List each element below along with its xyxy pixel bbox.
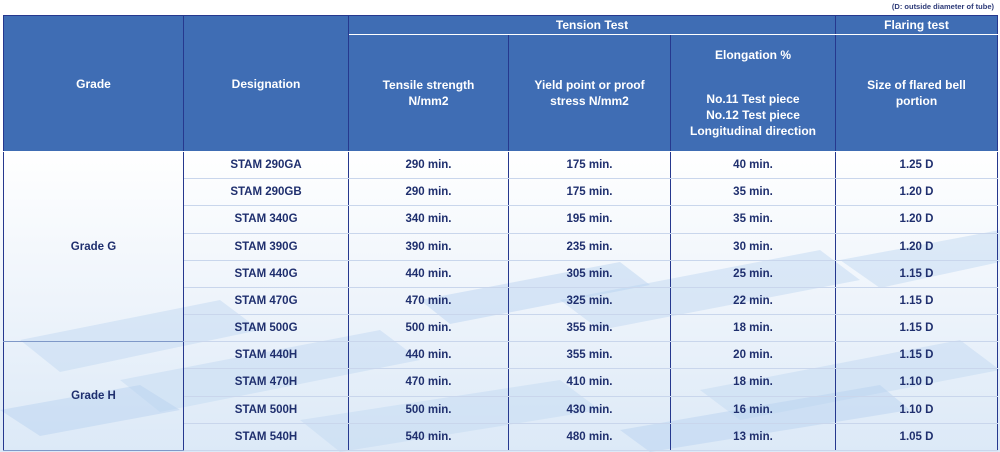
- table-row: [4, 152, 998, 179]
- header-tension-test: Tension Test: [349, 16, 836, 35]
- table-note: (D: outside diameter of tube): [891, 2, 994, 11]
- header-elongation-line3: Longitudinal direction: [690, 124, 816, 138]
- tensile-cell: 440 min.: [349, 342, 509, 369]
- designation-cell: STAM 540H: [184, 423, 349, 450]
- flaring-cell: 1.05 D: [836, 423, 998, 450]
- table-body: [4, 152, 998, 451]
- designation-cell: STAM 390G: [184, 233, 349, 260]
- yield-cell: 305 min.: [509, 260, 671, 287]
- tensile-cell: 470 min.: [349, 369, 509, 396]
- tensile-cell: 500 min.: [349, 315, 509, 342]
- header-elongation: [671, 35, 836, 152]
- elongation-cell: 35 min.: [671, 179, 836, 206]
- yield-cell: 235 min.: [509, 233, 671, 260]
- header-tensile-strength: [349, 35, 509, 152]
- yield-cell: 325 min.: [509, 287, 671, 314]
- header-elongation-line1: No.11 Test piece: [706, 92, 800, 106]
- elongation-cell: 25 min.: [671, 260, 836, 287]
- tensile-cell: 390 min.: [349, 233, 509, 260]
- yield-cell: 195 min.: [509, 206, 671, 233]
- tensile-cell: 340 min.: [349, 206, 509, 233]
- flaring-cell: 1.15 D: [836, 342, 998, 369]
- elongation-cell: 35 min.: [671, 206, 836, 233]
- flaring-cell: 1.15 D: [836, 287, 998, 314]
- header-flared-bell-line2: portion: [895, 94, 938, 108]
- tensile-cell: 290 min.: [349, 179, 509, 206]
- designation-cell: STAM 500H: [184, 396, 349, 423]
- yield-cell: 175 min.: [509, 179, 671, 206]
- designation-cell: STAM 470G: [184, 287, 349, 314]
- yield-cell: 430 min.: [509, 396, 671, 423]
- elongation-cell: 30 min.: [671, 233, 836, 260]
- elongation-cell: 18 min.: [671, 315, 836, 342]
- elongation-cell: 20 min.: [671, 342, 836, 369]
- header-yield-point-line2: stress N/mm2: [550, 94, 629, 108]
- designation-cell: STAM 290GB: [184, 179, 349, 206]
- flaring-cell: 1.15 D: [836, 315, 998, 342]
- elongation-cell: 40 min.: [671, 152, 836, 179]
- designation-cell: STAM 340G: [184, 206, 349, 233]
- tensile-cell: 440 min.: [349, 260, 509, 287]
- grade-cell: Grade H: [4, 342, 184, 451]
- designation-cell: STAM 440H: [184, 342, 349, 369]
- flaring-cell: 1.10 D: [836, 396, 998, 423]
- yield-cell: 175 min.: [509, 152, 671, 179]
- header-tensile-strength-line1: Tensile strength: [382, 78, 475, 92]
- yield-cell: 355 min.: [509, 315, 671, 342]
- flaring-cell: 1.10 D: [836, 369, 998, 396]
- tensile-cell: 470 min.: [349, 287, 509, 314]
- elongation-cell: 22 min.: [671, 287, 836, 314]
- elongation-cell: 13 min.: [671, 423, 836, 450]
- flaring-cell: 1.20 D: [836, 206, 998, 233]
- grade-cell: Grade G: [4, 152, 184, 342]
- designation-cell: STAM 290GA: [184, 152, 349, 179]
- yield-cell: 355 min.: [509, 342, 671, 369]
- designation-cell: STAM 500G: [184, 315, 349, 342]
- header-tensile-strength-line2: N/mm2: [408, 94, 449, 108]
- header-flared-bell-line1: Size of flared bell: [867, 78, 966, 92]
- header-flaring-test: Flaring test: [836, 16, 998, 35]
- header-designation: Designation: [184, 16, 349, 152]
- designation-cell: STAM 440G: [184, 260, 349, 287]
- header-elongation-title: Elongation %: [715, 48, 791, 62]
- flaring-cell: 1.25 D: [836, 152, 998, 179]
- elongation-cell: 16 min.: [671, 396, 836, 423]
- header-elongation-line2: No.12 Test piece: [706, 108, 800, 122]
- designation-cell: STAM 470H: [184, 369, 349, 396]
- tensile-cell: 500 min.: [349, 396, 509, 423]
- header-grade: Grade: [4, 16, 184, 152]
- flaring-cell: 1.20 D: [836, 179, 998, 206]
- table-row: [4, 342, 998, 369]
- header-yield-point: [509, 35, 671, 152]
- elongation-cell: 18 min.: [671, 369, 836, 396]
- flaring-cell: 1.15 D: [836, 260, 998, 287]
- tensile-cell: 540 min.: [349, 423, 509, 450]
- tensile-cell: 290 min.: [349, 152, 509, 179]
- header-flared-bell: [836, 35, 998, 152]
- mechanical-properties-table: [3, 15, 998, 451]
- header-yield-point-line1: Yield point or proof: [534, 78, 645, 92]
- flaring-cell: 1.20 D: [836, 233, 998, 260]
- yield-cell: 410 min.: [509, 369, 671, 396]
- yield-cell: 480 min.: [509, 423, 671, 450]
